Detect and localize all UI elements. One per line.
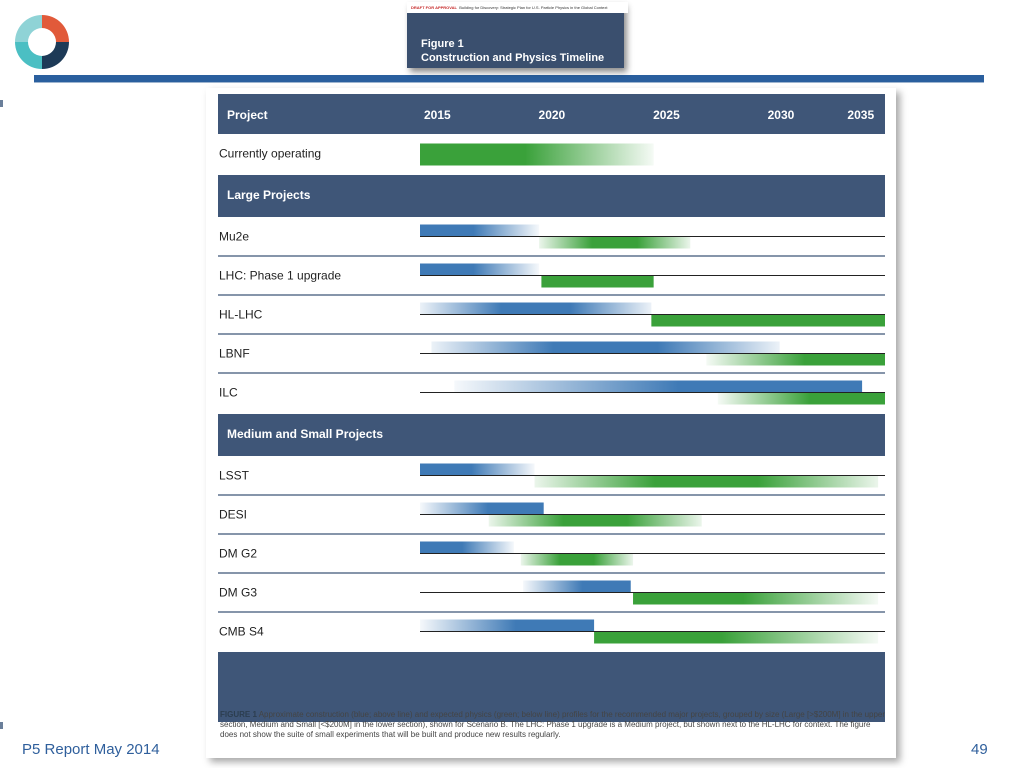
physics-bar (420, 144, 654, 166)
page-number: 49 (971, 741, 988, 758)
edge-marker (0, 722, 3, 729)
section-header-bar (218, 175, 885, 217)
caption-label: FIGURE 1 (220, 710, 257, 719)
x-tick-label: 2015 (424, 108, 451, 122)
project-label: LHC: Phase 1 upgrade (219, 268, 342, 283)
section-header-label: Large Projects (227, 188, 311, 202)
construction-bar (420, 542, 514, 554)
physics-bar (489, 515, 702, 527)
construction-bar (420, 503, 544, 515)
physics-bar (535, 476, 879, 488)
figure-title-card (407, 2, 624, 68)
chart-header-label: Project (227, 108, 268, 122)
project-label: ILC (219, 385, 238, 400)
organization-logo (6, 6, 78, 72)
x-tick-label: 2035 (847, 108, 875, 122)
header-rule (34, 75, 984, 82)
header-rule-thin (34, 82, 984, 83)
x-tick-label: 2030 (767, 108, 795, 122)
construction-bar (454, 381, 862, 393)
construction-bar (523, 581, 631, 593)
project-label: LSST (219, 468, 250, 483)
edge-marker (0, 100, 3, 107)
project-label: DM G2 (219, 546, 258, 561)
construction-bar (420, 225, 539, 237)
construction-bar (420, 264, 539, 276)
chart-panel (206, 88, 896, 758)
project-label: DESI (219, 507, 248, 522)
figure-caption (220, 710, 888, 740)
construction-bar (420, 303, 651, 315)
timeline-chart (206, 88, 896, 758)
document-header-strip: DRAFT FOR APPROVAL Building for Discovery: Strategic Plan for U.S. Particle Physics in the Global Context (407, 2, 628, 13)
project-label: CMB S4 (219, 624, 264, 639)
project-label: Currently operating (219, 146, 322, 161)
construction-bar (420, 620, 594, 632)
project-label: HL-LHC (219, 307, 263, 322)
project-label: Mu2e (219, 229, 250, 244)
construction-bar (431, 342, 779, 354)
x-tick-label: 2025 (653, 108, 680, 122)
physics-bar (594, 632, 878, 644)
project-label: LBNF (219, 346, 250, 361)
section-header-label: Medium and Small Projects (227, 427, 384, 441)
slide-footer: P5 Report May 2014 (22, 741, 160, 758)
physics-bar (706, 354, 885, 366)
physics-bar (718, 393, 885, 405)
physics-bar (651, 315, 885, 327)
figure-title: Construction and Physics Timeline (421, 52, 605, 64)
physics-bar (539, 237, 690, 249)
construction-bar (420, 464, 535, 476)
x-tick-label: 2020 (538, 108, 566, 122)
physics-bar (541, 276, 653, 288)
caption-text: Approximate construction (blue; above line) and expected physics (green; below line) profiles for the recommended major projects, grouped by size (Large [>$200M] in the upper section, Medium and Small [<$200M] in the lower section), shown for Scenario B. The LHC: Phase 1 upgrade is a Medium project, but shown next to the HL-LHC for context. The figure does not show the suite of small experiments that will be built and produce new results regularly. (220, 710, 886, 739)
figure-number: Figure 1 (421, 38, 464, 50)
project-label: DM G3 (219, 585, 258, 600)
physics-bar (633, 593, 878, 605)
physics-bar (521, 554, 633, 566)
